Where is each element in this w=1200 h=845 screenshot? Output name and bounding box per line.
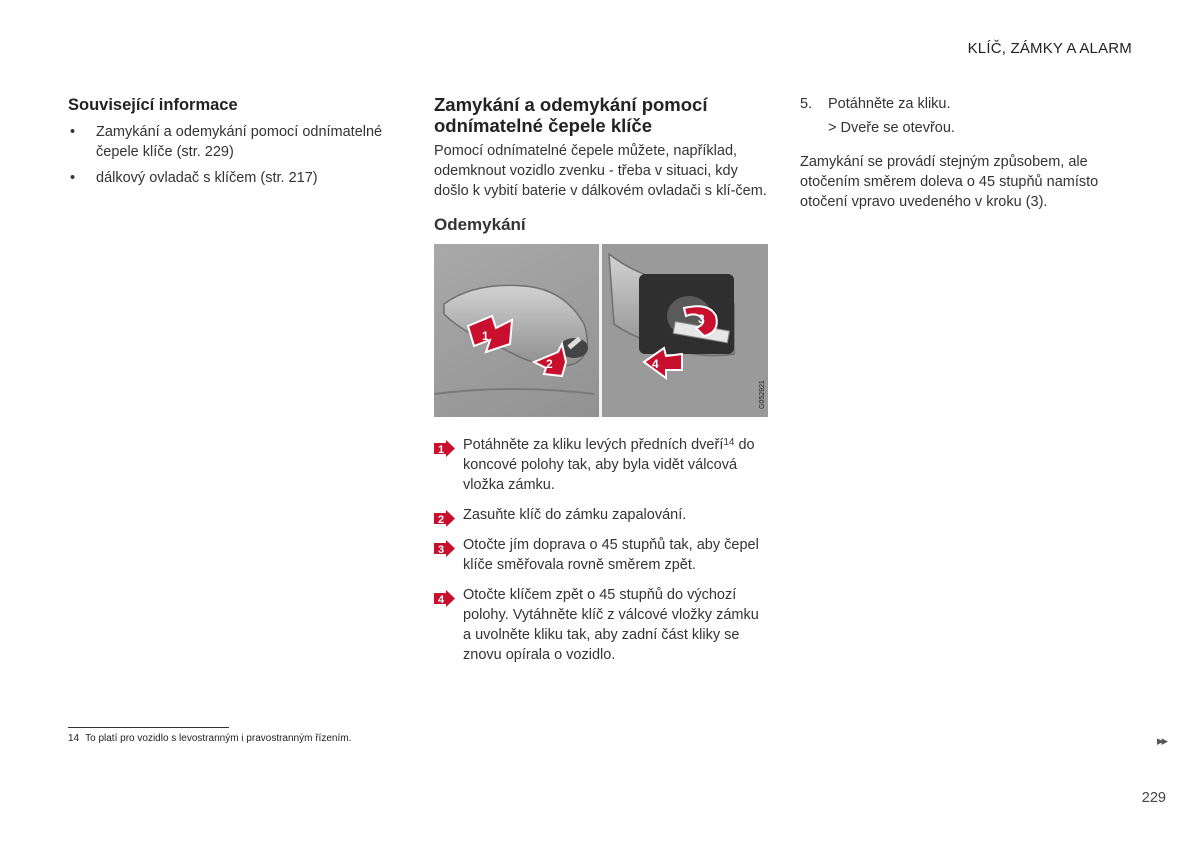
result-text: Dveře se otevřou. — [840, 120, 955, 136]
bullet-icon: • — [70, 170, 76, 186]
footnote-ref[interactable]: 14 — [723, 437, 735, 448]
step-3-text: Otočte jím doprava o 45 stupňů tak, aby čepel klíče směřovala rovně směrem zpět. — [463, 537, 759, 573]
figure-code: G052921 — [759, 380, 766, 409]
step-item — [434, 585, 769, 665]
unlock-subheading: Odemykání — [434, 215, 526, 234]
related-info-item[interactable] — [68, 122, 398, 162]
related-info-link[interactable]: dálkový ovladač s klíčem (str. 217) — [96, 170, 318, 186]
related-info-link[interactable]: Zamykání a odemykání pomocí odnímatelné čepele klíče (str. 229) — [96, 124, 383, 160]
door-handle-illustration — [434, 244, 768, 417]
step-1-arrow-icon — [434, 440, 455, 457]
bullet-icon: • — [70, 124, 76, 140]
page-number: 229 — [1141, 790, 1166, 806]
step-1-text: Potáhněte za kliku levých předních dveří — [463, 437, 724, 453]
svg-text:1: 1 — [438, 444, 445, 456]
footnote-text: To platí pro vozidlo s levostranným i pravostranným řízením. — [85, 733, 352, 744]
related-info-item[interactable] — [68, 168, 398, 188]
illustration-svg — [434, 244, 768, 417]
step-5 — [800, 94, 1130, 114]
step-item — [434, 535, 769, 575]
step-5-text: Potáhněte za kliku. — [828, 96, 951, 112]
step-5-number: 5. — [800, 96, 813, 112]
step-1-text-cont: do koncové polohy tak, aby byla vidět válcová vložka zámku. — [463, 437, 755, 493]
svg-text:2: 2 — [438, 514, 445, 526]
svg-text:4: 4 — [438, 594, 445, 606]
main-title: Zamykání a odemykání pomocí odnímatelné čepele klíče — [434, 94, 708, 136]
step-4-arrow-icon — [434, 590, 455, 607]
intro-text: Pomocí odnímatelné čepele můžete, například, odemknout vozidlo zvenku - třeba v situaci, kdy došlo k vybití baterie v dálkovém ovladači s klí-čem. — [434, 143, 767, 199]
footnote-number: 14 — [68, 733, 80, 744]
callout-3-label: 3 — [698, 312, 705, 326]
step-3-arrow-icon — [434, 540, 455, 557]
footnote — [68, 733, 351, 744]
related-info-section — [68, 94, 398, 194]
section-title: KLÍČ, ZÁMKY A ALARM — [967, 40, 1132, 57]
related-info-heading: Související informace — [68, 96, 238, 114]
step-2-arrow-icon — [434, 510, 455, 527]
related-info-list — [68, 122, 398, 188]
footnote-divider — [68, 727, 229, 728]
callout-1-label: 1 — [482, 329, 489, 343]
step-item — [434, 505, 769, 525]
unlock-steps — [434, 435, 769, 665]
main-section — [434, 94, 769, 675]
step-item — [434, 435, 769, 495]
step-4-text: Otočte klíčem zpět o 45 stupňů do výchozí polohy. Vytáhněte klíč z válcové vložky zámku a uvolněte kliku tak, aby zadní část kliky se znovu opírala o vozidlo. — [463, 587, 759, 663]
continued-arrow-icon: ▸▸ — [1156, 733, 1166, 748]
svg-text:3: 3 — [438, 544, 445, 556]
callout-2-label: 2 — [546, 357, 553, 371]
panel-divider — [599, 244, 602, 417]
step-2-text: Zasuňte klíč do zámku zapalování. — [463, 507, 687, 523]
continued-section — [800, 94, 1130, 212]
result-marker: > — [828, 120, 837, 136]
step-5-result — [800, 118, 1130, 138]
callout-4-label: 4 — [652, 357, 659, 371]
locking-note: Zamykání se provádí stejným způsobem, ale otočením směrem doleva o 45 stupňů namísto otočení vpravo uvedeného v kroku (3). — [800, 154, 1099, 210]
